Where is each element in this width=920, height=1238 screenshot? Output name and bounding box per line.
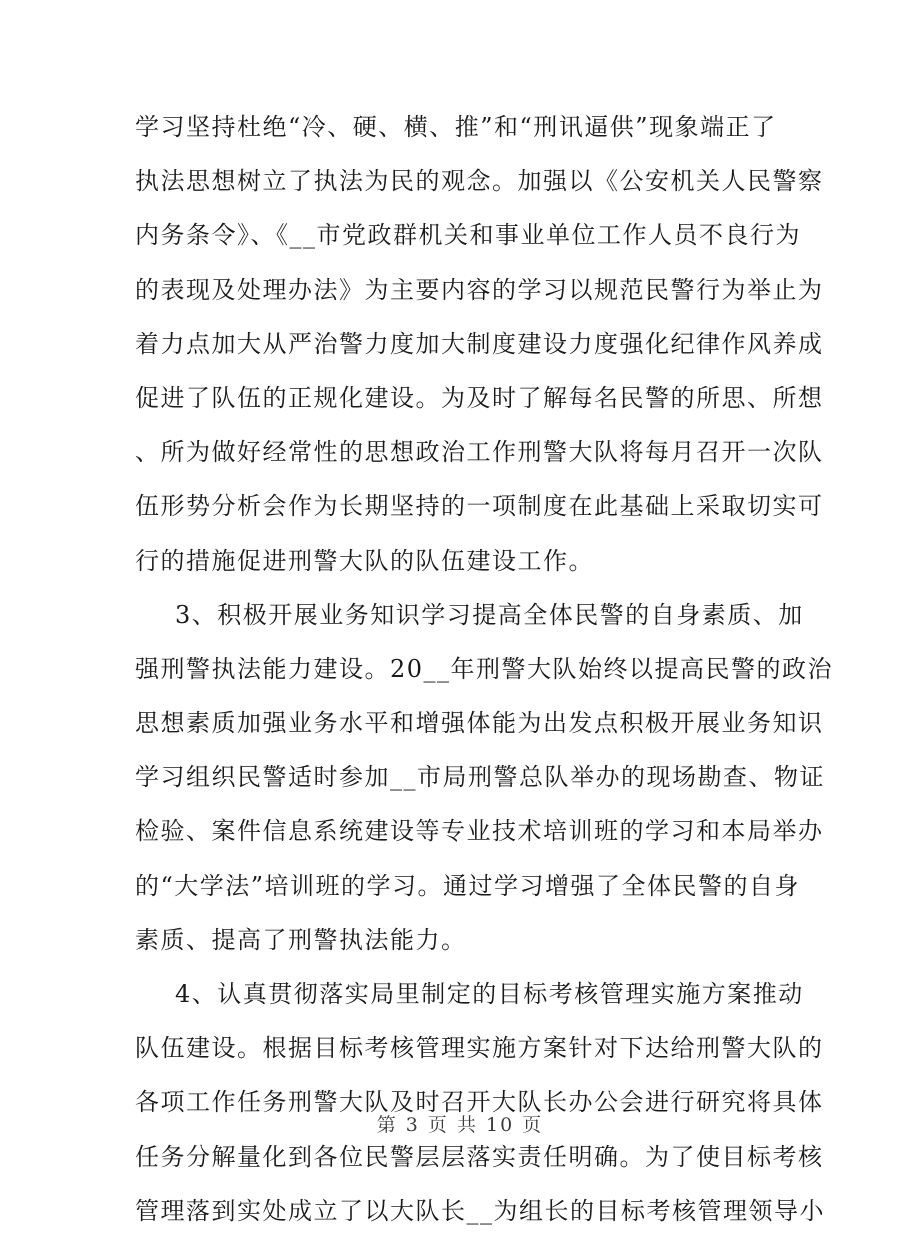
text-line: 思想素质加强业务水平和增强体能为出发点积极开展业务知识 — [135, 709, 824, 738]
body-text — [135, 100, 834, 1238]
text-line: 执法思想树立了执法为民的观念。加强以《公安机关人民警察 — [135, 167, 824, 196]
text-line: 学习坚持杜绝“冷、硬、横、推”和“刑讯逼供”现象端正了 — [135, 113, 777, 141]
paragraph-3-start: 3、积极开展业务知识学习提高全体民警的自身素质、加 — [175, 600, 804, 629]
text-line: 素质、提高了刑警执法能力。 — [135, 925, 467, 954]
page-number-footer: 第 3 页 共 10 页 — [376, 1114, 544, 1136]
text-line: 着力点加大从严治警力度加大制度建设力度强化纪律作风养成 — [135, 329, 824, 358]
text-line: 检验、案件信息系统建设等专业技术培训班的学习和本局举办 — [135, 817, 824, 846]
text-line: 管理落到实处成立了以大队长__为组长的目标考核管理领导小 — [135, 1196, 825, 1225]
text-line: 任务分解量化到各位民警层层落实责任明确。为了使目标考核 — [135, 1142, 824, 1171]
text-line: 内务条令》、《__市党政群机关和事业单位工作人员不良行为 — [135, 221, 801, 250]
text-line: 队伍建设。根据目标考核管理实施方案针对下达给刑警大队的 — [135, 1034, 824, 1063]
text-line: 行的措施促进刑警大队的队伍建设工作。 — [135, 546, 594, 575]
text-line: 各项工作任务刑警大队及时召开大队长办公会进行研究将具体 — [135, 1088, 824, 1117]
text-line: 的表现及处理办法》为主要内容的学习以规范民警行为举止为 — [135, 275, 824, 304]
text-line: 学习组织民警适时参加__市局刑警总队举办的现场勘查、物证 — [135, 763, 825, 792]
text-line: 的“大学法”培训班的学习。通过学习增强了全体民警的自身 — [135, 871, 801, 900]
text-line: 、所为做好经常性的思想政治工作刑警大队将每月召开一次队 — [135, 438, 824, 467]
text-line: 促进了队伍的正规化建设。为及时了解每名民警的所思、所想 — [135, 383, 824, 412]
text-line: 伍形势分析会作为长期坚持的一项制度在此基础上采取切实可 — [135, 492, 824, 521]
paragraph-4-start: 4、认真贯彻落实局里制定的目标考核管理实施方案推动 — [175, 980, 804, 1008]
text-line: 强刑警执法能力建设。20__年刑警大队始终以提高民警的政治 — [135, 654, 834, 683]
